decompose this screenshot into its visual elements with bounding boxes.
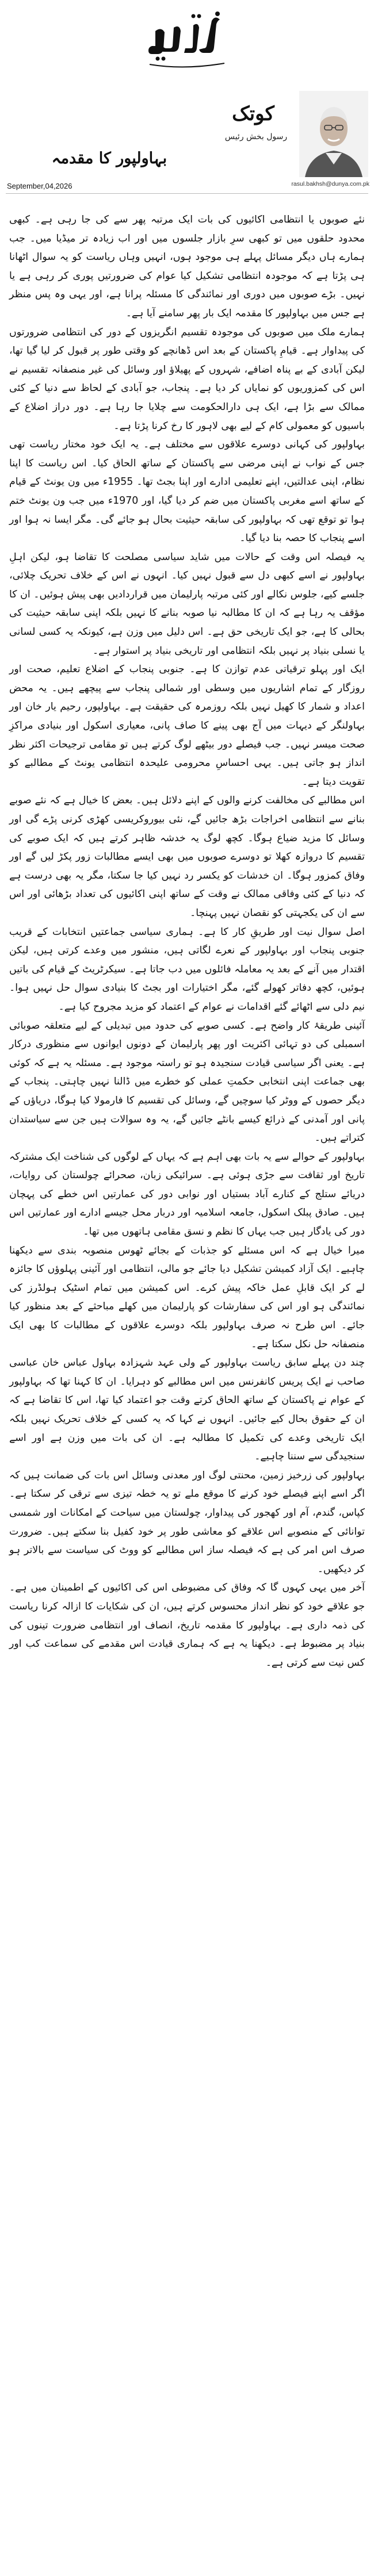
author-portrait-icon xyxy=(299,91,368,177)
column-logo: کوتک xyxy=(232,102,274,125)
article-paragraph: بہاولپور کے حوالے سے یہ بات بھی اہم ہے کہ یہاں کے لوگوں کی شناخت ایک مشترکہ تاریخ اور ثقافت سے جڑی ہوئی ہے۔ سرائیکی زبان، صحرائے چولستان کی روایات، دریائے ستلج کے کنارے آباد بستیاں اور نوابی دور کی عمارتیں اس خطے کی پہچان ہیں۔ صادق پبلک اسکول، جامعہ اسلامیہ اور دربار محل جیسے ادارے اور عمارتیں اس دور کی یادگار ہیں جب یہاں کا نظم و نسق مقامی ہاتھوں میں تھا۔ xyxy=(9,1151,365,1238)
author-email[interactable]: rasul.bakhsh@dunya.com.pk xyxy=(291,181,369,187)
article-body xyxy=(9,210,365,1672)
author-name: رسول بخش رئیس xyxy=(224,132,288,141)
masthead xyxy=(0,0,374,86)
article-paragraph: آئینی طریقۂ کار واضح ہے۔ کسی صوبے کی حدود میں تبدیلی کے لیے متعلقہ صوبائی اسمبلی کی دو تہائی اکثریت اور پھر پارلیمان کے دونوں ایوانوں سے منظوری درکار ہے۔ یعنی اگر سیاسی قیادت سنجیدہ ہو تو راستہ موجود ہے۔ مسئلہ یہ ہے کہ کوئی بھی جماعت اپنی انتخابی حکمتِ عملی کو خطرے میں ڈالنا نہیں چاہتی۔ پنجاب کے دیگر حصوں کے ووٹر کیا سوچیں گے، وسائل کی تقسیم کا فارمولا کیا ہوگا، دریاؤں کے پانی اور آمدنی کے ذرائع کیسے بانٹے جائیں گے، یہ وہ سوالات ہیں جن سے سیاستدان کتراتے ہیں۔ xyxy=(9,1019,365,1144)
publish-date: September,04,2026 xyxy=(7,182,72,190)
newspaper-logo xyxy=(143,8,231,72)
article-title: بہاولپور کا مقدمہ xyxy=(51,150,167,167)
article-paragraph: اصل سوال نیت اور طریقِ کار کا ہے۔ ہماری سیاسی جماعتیں انتخابات کے قریب جنوبی پنجاب اور بہاولپور کے نعرے لگاتی ہیں، منشور میں وعدے کرتی ہیں، لیکن اقتدار میں آنے کے بعد یہ معاملہ فائلوں میں دب جاتا ہے۔ سیکرٹریٹ کے قیام کی باتیں ہوئیں، کچھ دفاتر کھولے گئے، مگر اختیارات اور بجٹ کا بنیادی سوال حل نہیں ہوا۔ نیم دلی سے اٹھائے گئے اقدامات نے عوام کے اعتماد کو مزید مجروح کیا ہے۔ xyxy=(9,926,365,1013)
article-paragraph: ہمارے ملک میں صوبوں کی موجودہ تقسیم انگریزوں کے دور کی انتظامی ضرورتوں کی پیداوار ہے۔ قیامِ پاکستان کے بعد اس ڈھانچے کو وقتی طور پر قبول کر لیا گیا تھا، لیکن آبادی کے بے پناہ اضافے، شہروں کے پھیلاؤ اور وسائل کی غیر منصفانہ تقسیم نے اس کی کمزوریوں کو نمایاں کر دیا ہے۔ پنجاب، جو آبادی کے لحاظ سے دنیا کے کئی ممالک سے بڑا ہے، ایک ہی دارالحکومت سے چلایا جا رہا ہے۔ دور دراز اضلاع کے باسیوں کو معمولی کام کے لیے بھی لاہور کا رخ کرنا پڑتا ہے۔ xyxy=(9,326,365,432)
article-paragraph: بہاولپور کی کہانی دوسرے علاقوں سے مختلف ہے۔ یہ ایک خود مختار ریاست تھی جس کے نواب نے اپنی مرضی سے پاکستان کے ساتھ الحاق کیا۔ اس ریاست کا اپنا نظام، اپنی عدالتیں، اپنے تعلیمی ادارے اور اپنا بجٹ تھا۔ 1955ء میں ون یونٹ کے قیام کے ساتھ اسے مغربی پاکستان میں ضم کر دیا گیا، اور 1970ء میں جب ون یونٹ ختم ہوا تو توقع تھی کہ بہاولپور کی سابقہ حیثیت بحال ہو جائے گی۔ مگر ایسا نہ ہوا اور اسے پنجاب کا حصہ بنا دیا گیا۔ xyxy=(9,439,365,545)
column-header xyxy=(0,86,374,207)
article-paragraph: میرا خیال ہے کہ اس مسئلے کو جذبات کے بجائے ٹھوس منصوبہ بندی سے دیکھنا چاہیے۔ ایک آزاد کمیشن تشکیل دیا جائے جو مالی، انتظامی اور آئینی پہلوؤں کا جائزہ لے کر ایک قابلِ عمل خاکہ پیش کرے۔ اس کمیشن میں تمام اسٹیک ہولڈرز کی نمائندگی ہو اور اس کی سفارشات کو پارلیمان میں کھلے مباحثے کے بعد منظور کیا جائے۔ اس طرح نہ صرف بہاولپور بلکہ دوسرے علاقوں کے مطالبات کا بھی ایک منصفانہ حل نکل سکتا ہے۔ xyxy=(9,1244,365,1350)
dunya-logo-icon xyxy=(144,8,230,72)
article-paragraph: آخر میں یہی کہوں گا کہ وفاق کی مضبوطی اس کی اکائیوں کے اطمینان میں ہے۔ جو علاقے خود کو نظر انداز محسوس کرتے ہیں، ان کی شکایات کا ازالہ کرنا ریاست کی ذمہ داری ہے۔ بہاولپور کا مقدمہ تاریخ، انصاف اور انتظامی ضرورت تینوں کی بنیاد پر مضبوط ہے۔ دیکھنا یہ ہے کہ ہماری قیادت اس مقدمے کی سماعت کب اور کس نیت سے کرتی ہے۔ xyxy=(9,1582,365,1669)
article-paragraph: نئے صوبوں یا انتظامی اکائیوں کی بات ایک مرتبہ پھر سے کی جا رہی ہے۔ کبھی محدود حلقوں میں تو کبھی سرِ بازار جلسوں میں اور اب زیادہ تر میڈیا میں۔ جب ہمارے ہاں دیگر مسائل پہلے ہی موجود ہوں، انہیں وہاں ریاست کو یہ سوال اٹھانا ہی پڑتا ہے کہ موجودہ انتظامی تشکیل کیا عوام کی ضرورتیں پوری کر رہی ہے یا نہیں۔ بڑے صوبوں میں دوری اور نمائندگی کا مسئلہ پرانا ہے، اور یہی وہ پس منظر ہے جس میں بہاولپور کا مقدمہ ایک بار پھر سامنے آیا ہے۔ xyxy=(9,214,365,319)
article-paragraph: یہ فیصلہ اس وقت کے حالات میں شاید سیاسی مصلحت کا تقاضا ہو، لیکن اہلِ بہاولپور نے اسے کبھی دل سے قبول نہیں کیا۔ انہوں نے اس کے خلاف تحریک چلائی، جلسے کیے، جلوس نکالے اور کئی مرتبہ پارلیمان میں قراردادیں بھی پیش ہوئیں۔ ان کا مؤقف یہ رہا ہے کہ ان کا مطالبہ نیا صوبہ بنانے کا نہیں بلکہ اپنی سابقہ حیثیت کی بحالی کا ہے، جو ایک تاریخی حق ہے۔ اس دلیل میں وزن ہے، کیونکہ یہ کسی لسانی یا نسلی بنیاد پر نہیں بلکہ انتظامی اور تاریخی بنیاد پر استوار ہے۔ xyxy=(9,551,365,657)
author-photo xyxy=(299,91,368,177)
article-paragraph: ایک اور پہلو ترقیاتی عدم توازن کا ہے۔ جنوبی پنجاب کے اضلاع تعلیم، صحت اور روزگار کے تمام اشاریوں میں وسطی اور شمالی پنجاب سے پیچھے ہیں۔ یہ محض اعداد و شمار کا کھیل نہیں بلکہ روزمرہ کی حقیقت ہے۔ بہاولپور، رحیم یار خان اور بہاولنگر کے دیہات میں آج بھی پینے کا صاف پانی، معیاری اسکول اور بنیادی مراکزِ صحت میسر نہیں۔ جب فیصلے دور بیٹھے لوگ کرتے ہیں تو مقامی ترجیحات اکثر نظر انداز ہو جاتی ہیں۔ یہی احساسِ محرومی علیحدہ انتظامی یونٹ کے مطالبے کو تقویت دیتا ہے۔ xyxy=(9,664,365,788)
article-paragraph: چند دن پہلے سابق ریاست بہاولپور کے ولی عہد شہزادہ بہاول عباس خان عباسی صاحب نے ایک پریس کانفرنس میں اس مطالبے کو دہرایا۔ ان کا کہنا تھا کہ بہاولپور کے عوام نے پاکستان کے ساتھ الحاق کرتے وقت جو اعتماد کیا تھا، اس کا تقاضا ہے کہ ان کے حقوق بحال کیے جائیں۔ انہوں نے کہا کہ یہ کسی کے خلاف تحریک نہیں بلکہ ایک تاریخی وعدے کی تکمیل کا مطالبہ ہے۔ ان کی بات میں وزن ہے اور اسے سنجیدگی سے سننا چاہیے۔ xyxy=(9,1357,365,1463)
article-paragraph: بہاولپور کی زرخیز زمین، محنتی لوگ اور معدنی وسائل اس بات کی ضمانت ہیں کہ اگر اسے اپنے فیصلے خود کرنے کا موقع ملے تو یہ خطہ تیزی سے ترقی کر سکتا ہے۔ کپاس، گندم، آم اور کھجور کی پیداوار، چولستان میں سیاحت کے امکانات اور شمسی توانائی کے منصوبے اس علاقے کو معاشی طور پر خود کفیل بنا سکتے ہیں۔ ضرورت صرف اس امر کی ہے کہ فیصلہ ساز اس مطالبے کو ووٹ کی سیاست سے بالاتر ہو کر دیکھیں۔ xyxy=(9,1469,365,1575)
header-divider xyxy=(6,193,368,194)
article-paragraph: اس مطالبے کی مخالفت کرنے والوں کے اپنے دلائل ہیں۔ بعض کا خیال ہے کہ نئے صوبے بنانے سے انتظامی اخراجات بڑھ جائیں گے، نئی بیوروکریسی کھڑی کرنی پڑے گی اور وسائل کا مزید ضیاع ہوگا۔ کچھ لوگ یہ خدشہ ظاہر کرتے ہیں کہ ایک صوبے کی تقسیم کا دروازہ کھلا تو دوسرے صوبوں میں بھی ایسے مطالبات زور پکڑ لیں گے اور وفاق کمزور ہوگا۔ ان خدشات کو یکسر رد نہیں کیا جا سکتا، مگر یہ بھی درست ہے کہ دنیا کے کئی وفاقی ممالک نے وقت کے ساتھ اپنی اکائیوں کی تعداد بڑھائی اور اس سے ان کی یکجہتی کو نقصان نہیں پہنچا۔ xyxy=(9,795,365,919)
